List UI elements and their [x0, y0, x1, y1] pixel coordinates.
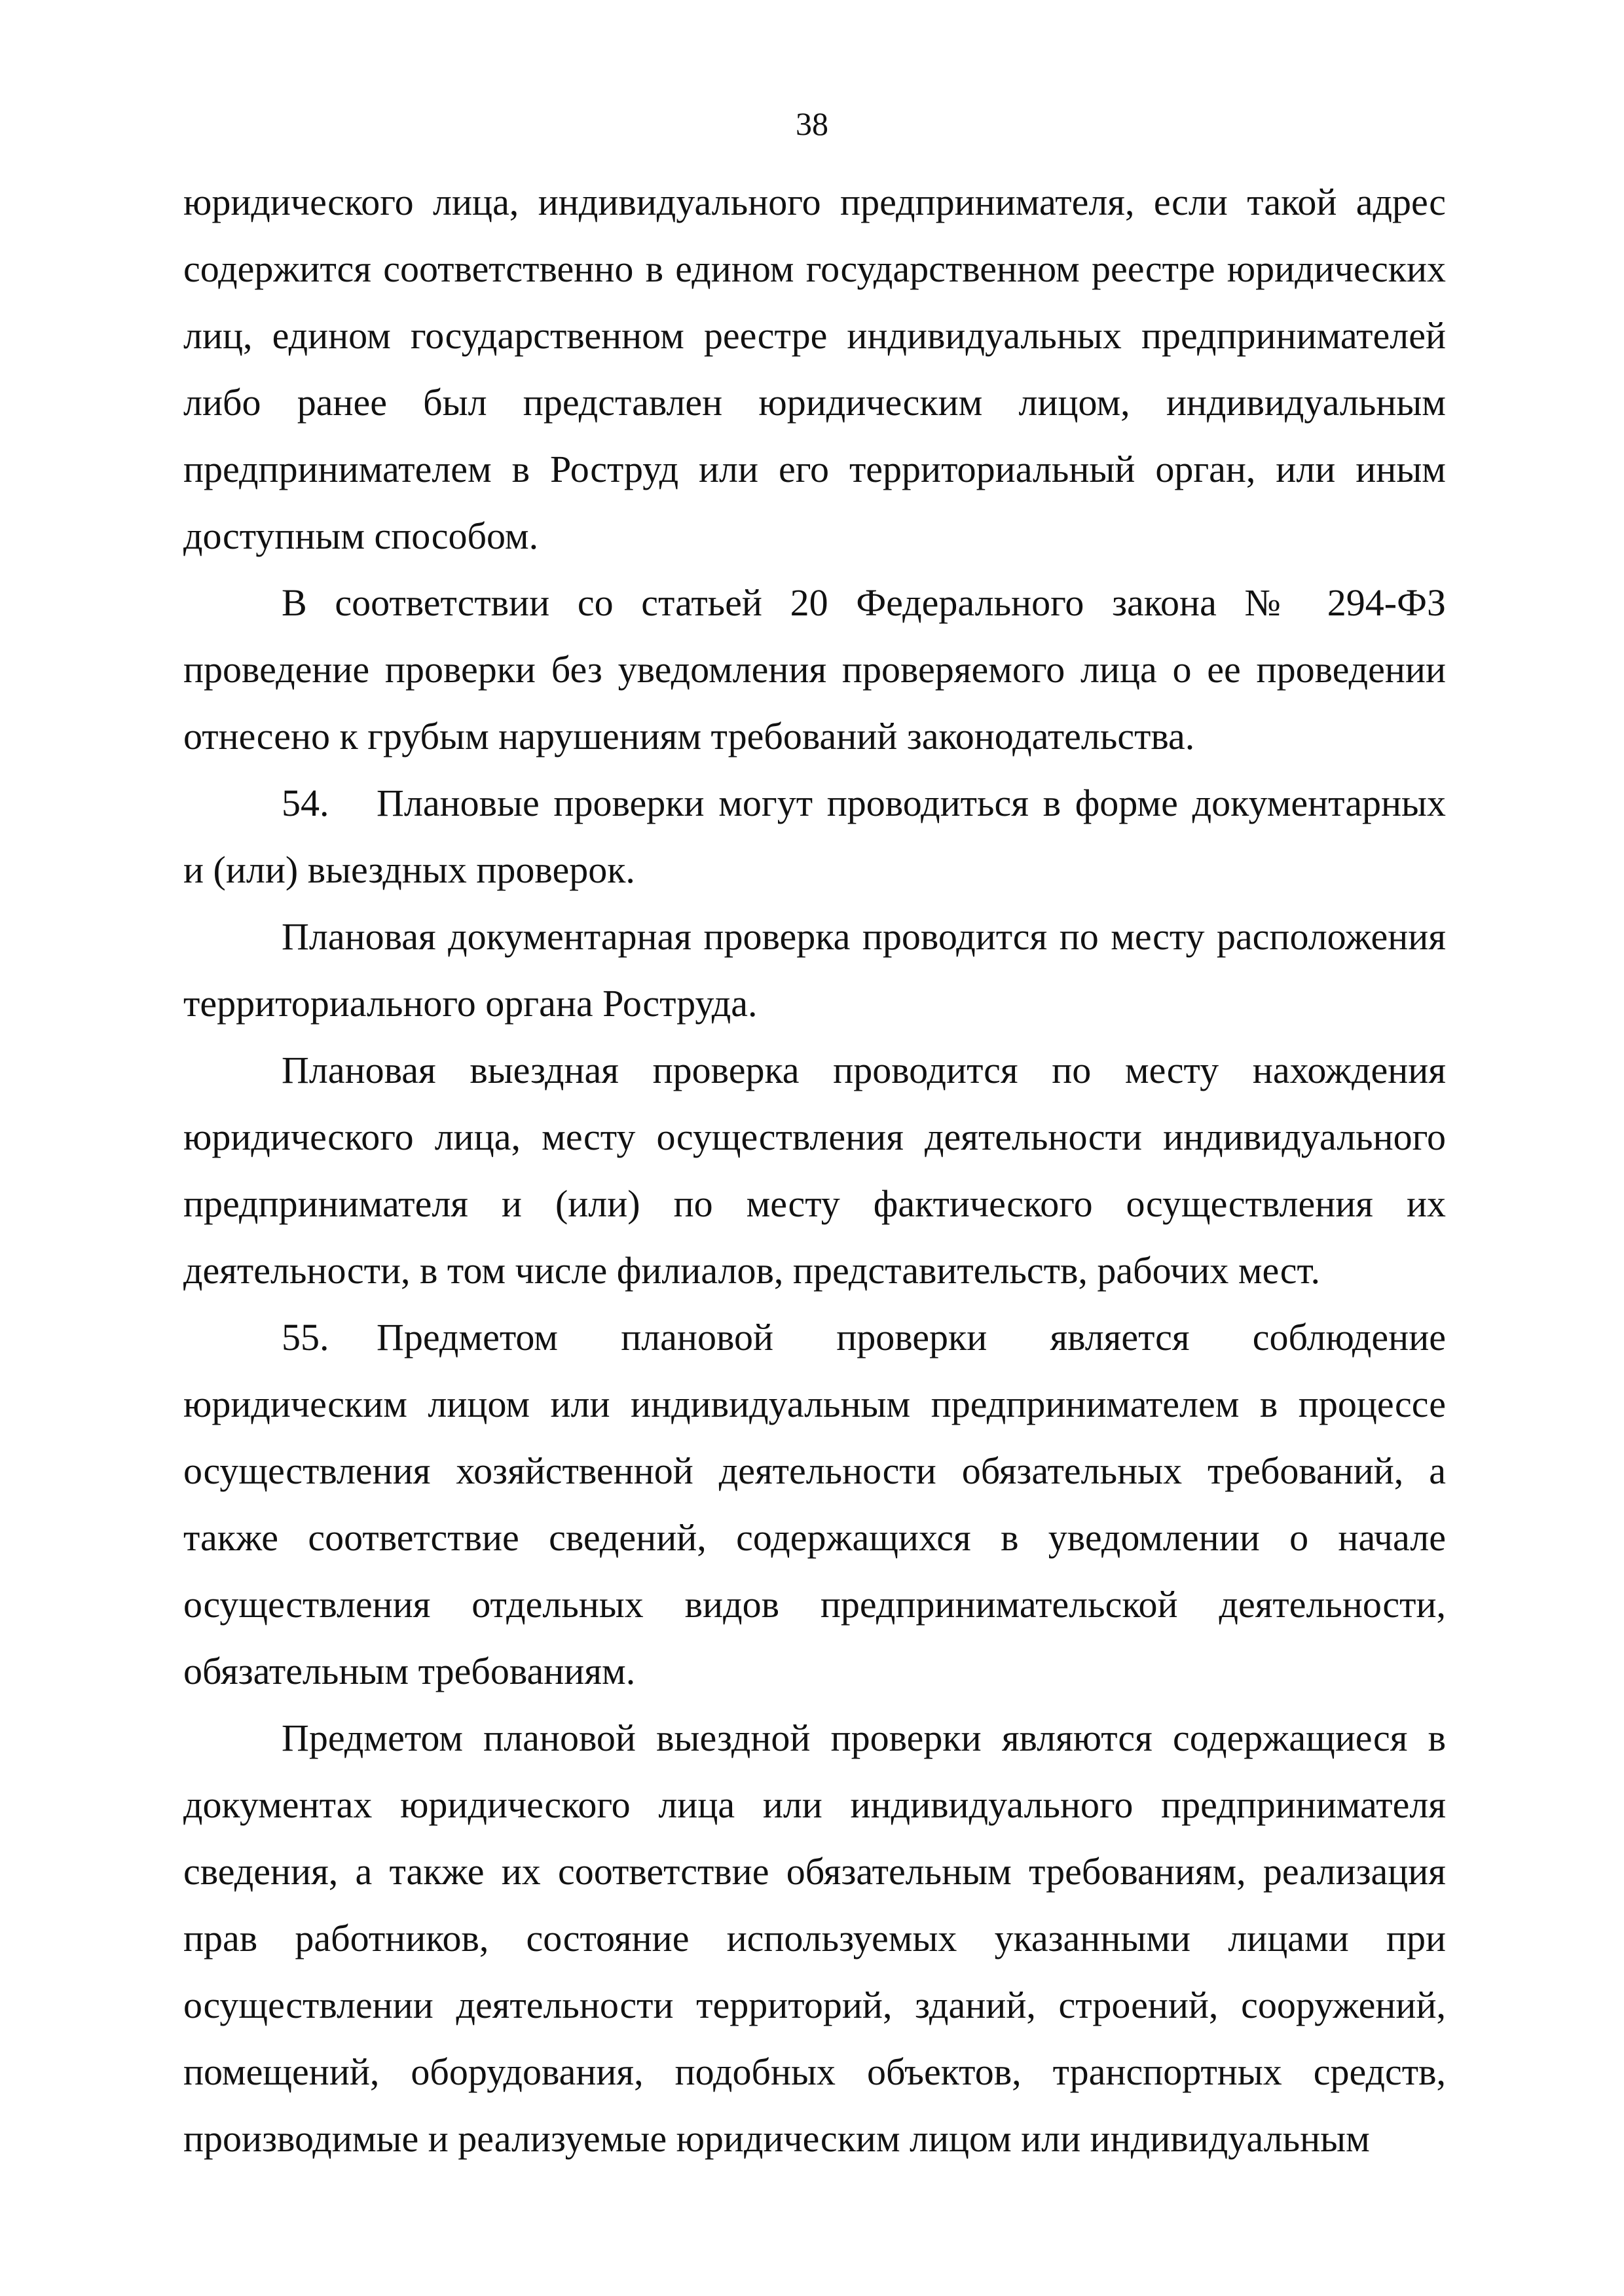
paragraph-text: Предметом плановой проверки является соблюдение юридическим лицом или индивидуальным предпринимателем в процессе осуществления хозяйственной деятельности обязательных требований, а также соответствие сведений, содержащихся в уведомлении о начале осуществления отдельных видов предпринимательской деятельности, обязательным требованиям. [183, 1316, 1446, 1692]
paragraph-continuation: юридического лица, индивидуального предпринимателя, если такой адрес содержится соответственно в едином государственном реестре юридических лиц, едином государственном реестре индивидуальных предпринимателей либо ранее был представлен юридическим лицом, индивидуальным предпринимателем в Роструд или его территориальный орган, или иным доступным способом. [183, 181, 1446, 557]
paragraph-text: Плановые проверки могут проводиться в форме документарных и (или) выездных проверок. [183, 782, 1446, 891]
paragraph-federal-law: В соответствии со статьей 20 Федерального закона № 294-ФЗ проведение проверки без уведомления проверяемого лица о ее проведении отнесено к грубым нарушениям требований законодательства. [183, 581, 1446, 757]
page-number: 38 [796, 105, 828, 142]
paragraph-onsite-subject: Предметом плановой выездной проверки являются содержащиеся в документах юридического лица или индивидуального предпринимателя сведения, а также их соответствие обязательным требованиям, реализация прав работников, состояние используемых указанными лицами при осуществлении деятельности территорий, зданий, строений, сооружений, помещений, оборудования, подобных объектов, транспортных средств, производимые и реализуемые юридическим лицом или индивидуальным [183, 1717, 1446, 2160]
paragraph-55 [183, 1304, 1446, 1705]
document-body [183, 169, 1446, 2172]
paragraph-number: 54. [282, 782, 329, 824]
paragraph-documentary-check: Плановая документарная проверка проводится по месту расположения территориального органа Роструда. [183, 915, 1446, 1025]
paragraph-onsite-check: Плановая выездная проверка проводится по месту нахождения юридического лица, месту осуществления деятельности индивидуального предпринимателя и (или) по месту фактического осуществления их деятельности, в том числе филиалов, представительств, рабочих мест. [183, 1049, 1446, 1292]
paragraph-number: 55. [282, 1316, 329, 1358]
paragraph-54 [183, 770, 1446, 903]
